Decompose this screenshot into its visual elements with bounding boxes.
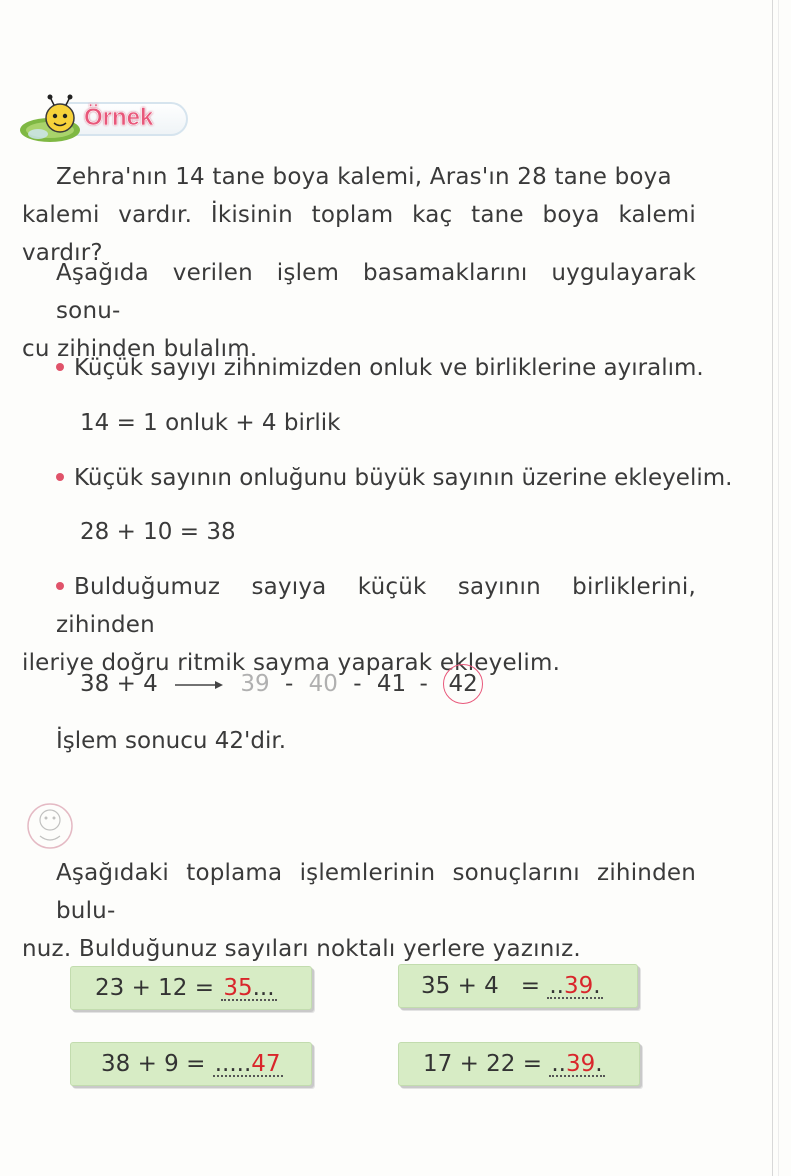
answer-field[interactable]: ..39. <box>551 1051 603 1077</box>
mascot-icon <box>18 796 88 856</box>
step-2 <box>56 463 732 493</box>
page-edge <box>772 0 773 1176</box>
answer-field[interactable]: 35... <box>223 975 275 1001</box>
instruction-line: cu zihinden bulalım. <box>22 336 258 362</box>
step-text: Küçük sayının onluğunu büyük sayının üzerine ekleyelim. <box>74 465 733 491</box>
exercise-expression: 23 + 12 = <box>95 975 215 1001</box>
answer-value: 39 <box>563 973 594 999</box>
count-separator: - <box>353 671 362 697</box>
exercise-box <box>398 964 638 1008</box>
exercise-expression: 38 + 9 = <box>101 1051 206 1077</box>
answer-value: 47 <box>251 1051 281 1077</box>
conclusion: İşlem sonucu 42'dir. <box>56 728 286 754</box>
exercise-expression: 17 + 22 = <box>423 1051 543 1077</box>
exercise-box <box>70 1042 312 1086</box>
page-edge <box>778 0 779 1176</box>
problem-line: Zehra'nın 14 tane boya kalemi, Aras'ın 28 tane boya <box>56 164 672 190</box>
step-2-result: 28 + 10 = 38 <box>80 519 236 545</box>
bullet-icon <box>56 473 64 481</box>
exercise-line: nuz. Bulduğunuz sayıları noktalı yerlere yazınız. <box>22 936 581 962</box>
step-1 <box>56 353 704 383</box>
final-answer-circled: 42 <box>443 664 483 704</box>
bullet-icon <box>56 582 64 590</box>
step-1-result: 14 = 1 onluk + 4 birlik <box>80 410 341 436</box>
answer-field[interactable]: ..39. <box>549 973 601 999</box>
exercise-text <box>22 854 696 968</box>
problem-line: kalemi vardır. İkisinin toplam kaç tane boya kalemi vardır? <box>22 202 696 266</box>
exercise-box <box>70 966 312 1010</box>
counting-expression: 38 + 4 <box>80 671 158 697</box>
instruction-text <box>22 254 696 368</box>
count-separator: - <box>285 671 294 697</box>
badge-label: Örnek <box>84 104 154 131</box>
counting-line <box>80 664 483 704</box>
instruction-line: Aşağıda verilen işlem basamaklarını uygulayarak sonu- <box>56 260 696 324</box>
bee-mascot-icon <box>18 94 88 148</box>
count-value: 41 <box>376 671 407 697</box>
arrow-right-icon <box>173 679 225 691</box>
answer-field[interactable]: .....47 <box>214 1051 281 1077</box>
bullet-icon <box>56 363 64 371</box>
count-separator: - <box>419 671 428 697</box>
exercise-badge <box>18 796 178 856</box>
step-text: Küçük sayıyı zihnimizden onluk ve birliklerine ayıralım. <box>74 355 704 381</box>
step-text: ileriye doğru ritmik sayma yaparak ekleyelim. <box>22 650 561 676</box>
count-value: 39 <box>240 671 270 697</box>
example-badge <box>18 94 178 148</box>
count-value: 40 <box>308 671 338 697</box>
exercise-box <box>398 1042 640 1086</box>
exercise-expression: 35 + 4 = <box>421 973 540 999</box>
step-text: Bulduğumuz sayıya küçük sayının birliklerini, zihinden <box>56 574 696 638</box>
exercise-line: Aşağıdaki toplama işlemlerinin sonuçlarını zihinden bulu- <box>56 860 696 924</box>
answer-value: 35 <box>223 975 253 1001</box>
answer-value: 39 <box>565 1051 596 1077</box>
